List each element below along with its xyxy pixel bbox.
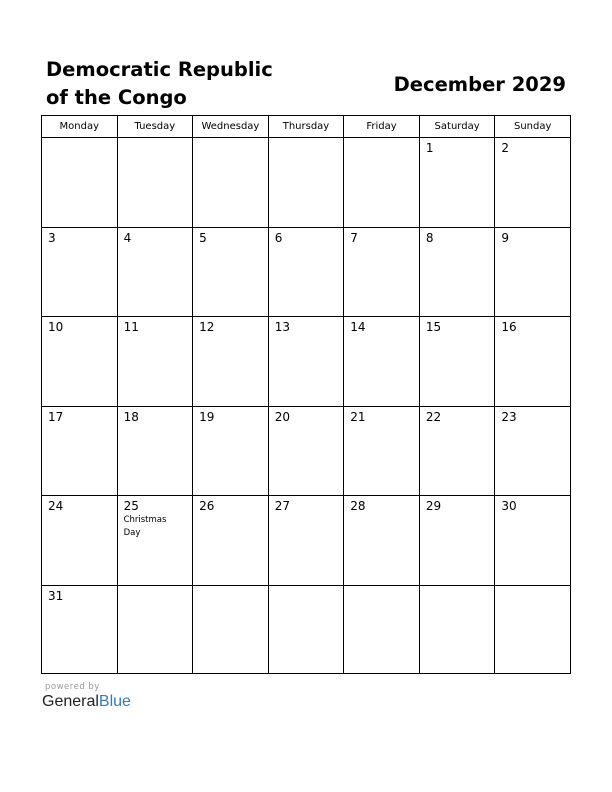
day-number: 4 bbox=[123, 230, 132, 245]
week-row-2 bbox=[42, 227, 571, 317]
day-cell bbox=[193, 138, 269, 228]
day-cell bbox=[117, 227, 193, 317]
week-row-6 bbox=[42, 585, 571, 674]
day-number: 11 bbox=[123, 320, 139, 334]
day-cell bbox=[419, 585, 495, 674]
day-number bbox=[118, 586, 193, 589]
weekday-saturday: Saturday bbox=[419, 116, 495, 138]
day-cell bbox=[495, 227, 571, 317]
day-cell bbox=[344, 585, 420, 674]
day-number bbox=[344, 138, 419, 141]
day-number bbox=[269, 586, 344, 589]
day-cell bbox=[42, 138, 118, 228]
day-cell bbox=[42, 406, 118, 496]
day-number: 23 bbox=[501, 409, 517, 424]
day-cell bbox=[419, 406, 495, 496]
day-cell bbox=[117, 406, 193, 496]
calendar-grid bbox=[41, 115, 571, 674]
day-number: 17 bbox=[48, 409, 64, 424]
day-cell bbox=[117, 585, 193, 674]
day-cell bbox=[193, 406, 269, 496]
day-number: 10 bbox=[48, 320, 64, 334]
holiday-label: Christmas Day bbox=[123, 515, 167, 538]
day-cell bbox=[268, 585, 344, 674]
day-number: 7 bbox=[350, 230, 358, 245]
day-cell bbox=[344, 496, 420, 586]
day-cell bbox=[42, 317, 118, 407]
week-row-3 bbox=[42, 317, 571, 407]
day-cell bbox=[495, 138, 571, 228]
weekday-tuesday: Tuesday bbox=[117, 116, 193, 138]
week-row-1 bbox=[42, 138, 571, 228]
day-number bbox=[193, 138, 268, 141]
day-number bbox=[420, 586, 495, 589]
day-cell bbox=[193, 317, 269, 407]
day-number bbox=[118, 138, 193, 141]
week-row-5 bbox=[42, 496, 571, 586]
day-cell bbox=[344, 406, 420, 496]
day-number bbox=[193, 586, 268, 589]
day-cell bbox=[495, 496, 571, 586]
day-number: 15 bbox=[425, 320, 442, 334]
day-number: 5 bbox=[199, 230, 207, 245]
day-number: 14 bbox=[350, 320, 366, 334]
day-number: 27 bbox=[274, 499, 290, 513]
day-cell bbox=[419, 227, 495, 317]
day-number: 3 bbox=[48, 230, 56, 245]
brand-general-text: General bbox=[42, 693, 99, 710]
day-number: 6 bbox=[274, 230, 283, 245]
day-number bbox=[269, 138, 344, 141]
day-cell bbox=[42, 227, 118, 317]
weekday-sunday: Sunday bbox=[495, 116, 571, 138]
day-number: 12 bbox=[199, 320, 215, 334]
day-cell bbox=[42, 585, 118, 674]
day-number bbox=[495, 586, 570, 589]
day-cell bbox=[419, 138, 495, 228]
day-number: 20 bbox=[274, 409, 290, 424]
day-cell bbox=[117, 138, 193, 228]
day-number: 8 bbox=[425, 230, 434, 245]
day-number: 24 bbox=[48, 499, 64, 513]
day-cell-christmas bbox=[117, 496, 193, 586]
weekday-wednesday: Wednesday bbox=[193, 116, 269, 138]
day-cell bbox=[42, 496, 118, 586]
day-number: 13 bbox=[274, 320, 290, 334]
day-cell bbox=[268, 317, 344, 407]
weekday-header-row bbox=[42, 116, 571, 138]
day-cell bbox=[495, 585, 571, 674]
day-cell bbox=[268, 138, 344, 228]
day-cell bbox=[268, 406, 344, 496]
day-number: 31 bbox=[48, 588, 64, 603]
week-row-4 bbox=[42, 406, 571, 496]
day-cell bbox=[495, 317, 571, 407]
day-cell bbox=[344, 317, 420, 407]
day-number: 2 bbox=[501, 141, 510, 155]
day-number: 28 bbox=[350, 499, 366, 513]
day-cell bbox=[193, 496, 269, 586]
day-cell bbox=[419, 496, 495, 586]
brand-blue-text: Blue bbox=[98, 693, 131, 710]
day-cell bbox=[193, 585, 269, 674]
day-cell bbox=[268, 227, 344, 317]
day-cell bbox=[117, 317, 193, 407]
country-title bbox=[46, 56, 306, 112]
day-cell bbox=[419, 317, 495, 407]
powered-by-text: powered by bbox=[45, 682, 100, 692]
day-number: 16 bbox=[501, 320, 517, 334]
generalblue-logo[interactable] bbox=[42, 693, 131, 711]
weekday-thursday: Thursday bbox=[268, 116, 344, 138]
day-cell bbox=[344, 138, 420, 228]
day-cell bbox=[344, 227, 420, 317]
day-number bbox=[42, 138, 117, 141]
day-number: 19 bbox=[199, 409, 215, 424]
country-title-line1: Democratic Republic bbox=[46, 58, 273, 81]
day-number: 26 bbox=[199, 499, 215, 513]
day-number: 22 bbox=[425, 409, 442, 424]
day-number bbox=[344, 586, 419, 589]
day-number: 1 bbox=[425, 141, 434, 155]
day-cell bbox=[268, 496, 344, 586]
month-year-title: December 2029 bbox=[393, 73, 566, 96]
weekday-friday: Friday bbox=[344, 116, 420, 138]
day-number: 21 bbox=[350, 409, 366, 424]
day-number: 25 bbox=[123, 499, 139, 513]
country-title-line2: of the Congo bbox=[46, 86, 187, 109]
weekday-monday: Monday bbox=[42, 116, 118, 138]
day-number: 30 bbox=[501, 499, 517, 513]
day-cell bbox=[193, 227, 269, 317]
day-number: 9 bbox=[501, 230, 510, 245]
day-number: 29 bbox=[425, 499, 442, 513]
day-cell bbox=[495, 406, 571, 496]
day-number: 18 bbox=[123, 409, 139, 424]
